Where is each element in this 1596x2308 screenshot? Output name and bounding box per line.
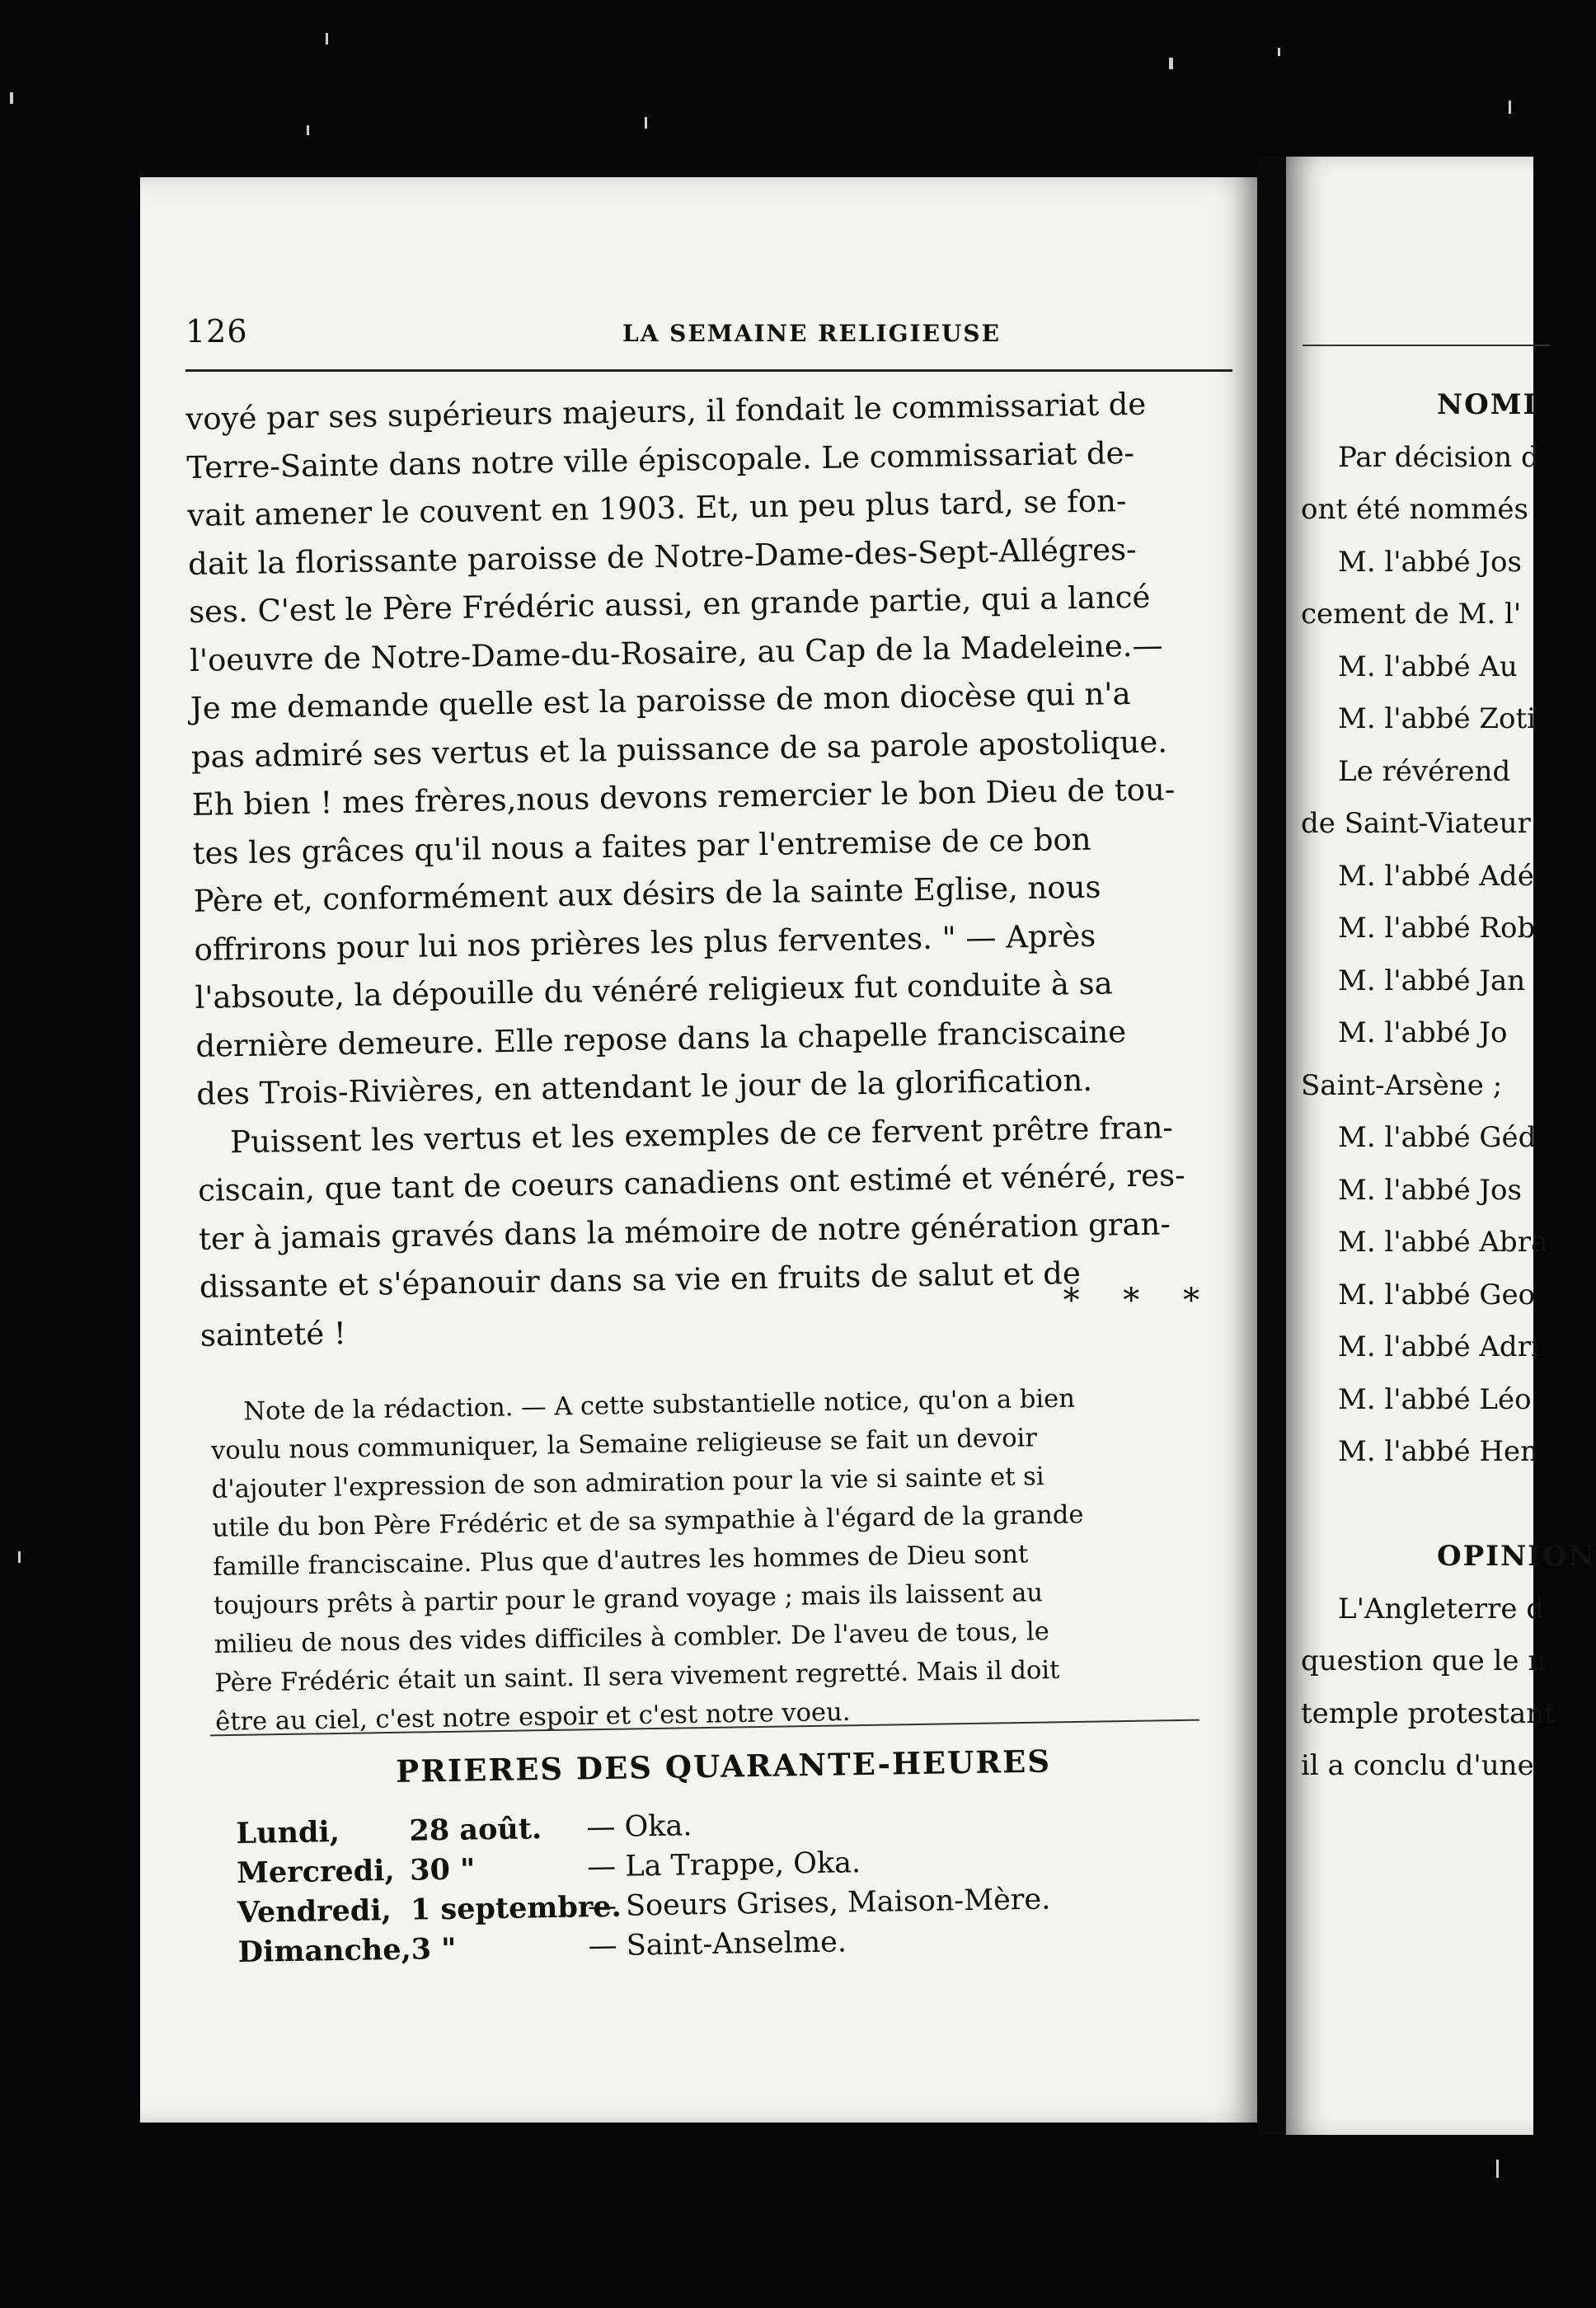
prayer-day: Lundi, [236,1815,340,1851]
section-dinkus: * * * [1063,1282,1216,1320]
text-line: M. l'abbé Abra [1338,1226,1548,1259]
text-line: l'oeuvre de Notre-Dame-du-Rosaire, au Cap de la Madeleine.— [189,626,1163,678]
text-line: Par décision d [1338,440,1539,474]
prayer-place: — Oka. [586,1809,692,1845]
prayer-day: Mercredi, [236,1853,395,1890]
text-line: M. l'abbé Léo [1338,1382,1532,1416]
text-line: M. l'abbé Adri [1338,1330,1540,1363]
text-line: de Saint-Viateur [1301,807,1531,840]
text-line: M. l'abbé Jo [1338,1016,1508,1049]
text-line: dait la florissante paroisse de Notre-Dame-des-Sept-Allégres- [187,531,1137,582]
running-head [185,305,1232,354]
text-line: M. l'abbé Zoti [1338,702,1537,735]
right-page [1286,157,1596,2135]
right-page-text [1301,379,1596,1793]
right-page-rule [1303,345,1550,346]
note-line: voulu nous communiquer, la Semaine religieuse se fait un devoir [210,1424,1038,1466]
prayer-day: Dimanche, [237,1932,412,1969]
prayer-date: 30 " [409,1852,476,1888]
text-line: dernière demeure. Elle repose dans la chapelle franciscaine [195,1013,1127,1064]
note-line: être au ciel, c'est notre espoir et c'est notre voeu. [215,1697,851,1737]
prayers-heading: PRIERES DES QUARANTE-HEURES [395,1743,1052,1790]
prayer-day: Vendredi, [237,1893,392,1930]
text-line: Puissent les vertus et les exemples de ce fervent prêtre fran- [229,1109,1174,1160]
prayer-place: — Saint-Anselme. [588,1926,847,1963]
text-line: l'absoute, la dépouille du vénéré religieux fut conduite à sa [195,965,1113,1016]
text-line: Père et, conformément aux désirs de la sainte Eglise, nous [193,869,1101,919]
text-line: ont été nommés [1301,493,1528,526]
text-line: Saint-Arsène ; [1301,1068,1503,1102]
text-line: offrirons pour lui nos prières les plus ferventes. " — Après [194,917,1096,968]
text-line: ses. C'est le Père Frédéric aussi, en grande partie, qui a lancé [188,579,1151,630]
text-line: tes les grâces qu'il nous a faites par l'entremise de ce bon [192,821,1091,871]
text-line: Le révérend [1338,754,1511,788]
text-line: M. l'abbé Jos [1338,1173,1522,1207]
text-line: sainteté ! [200,1315,347,1353]
text-line: pas admiré ses vertus et la puissance de sa parole apostolique. [190,723,1168,775]
text-line: M. l'abbé Rob [1338,912,1536,945]
text-line: L'Angleterre d [1338,1592,1545,1625]
prayers-section [235,1740,1228,1975]
prayer-place: — La Trappe, Oka. [586,1846,861,1884]
note-line: d'ajouter l'expression de son admiration pour la vie si sainte et si [211,1462,1044,1504]
prayer-date: 1 septembre. [410,1889,622,1927]
text-line: vait amener le couvent en 1903. Et, un peu plus tard, se fon- [186,483,1127,533]
text-line: M. l'abbé Jos [1338,545,1522,579]
note-line: toujours prêts à partir pour le grand voyage ; mais ils laissent au [213,1579,1044,1621]
right-heading-nominations: NOMI [1437,388,1538,421]
prayer-date: 28 août. [409,1812,542,1848]
text-line: cement de M. l' [1301,598,1522,631]
text-line: des Trois-Rivières, en attendant le jour de la glorification. [195,1062,1093,1112]
text-line: Terre-Sainte dans notre ville épiscopale. Le commissariat de- [186,434,1135,486]
text-line: M. l'abbé Hen [1338,1435,1539,1468]
text-line: M. l'abbé Au [1338,650,1518,683]
text-line: ciscain, que tant de coeurs canadiens ont estimé et vénéré, res- [197,1157,1185,1208]
text-line: temple protestant [1301,1696,1556,1730]
running-title: LA SEMAINE RELIGIEUSE [622,320,1001,347]
text-line: Je me demande quelle est la paroisse de mon diocèse qui n'a [190,676,1131,726]
note-line: Père Frédéric était un saint. Il sera vivement regretté. Mais il doit [214,1655,1060,1698]
header-rule [185,369,1232,372]
right-heading-opinion: OPINION [1437,1540,1596,1573]
text-line: il a conclu d'une [1301,1749,1534,1782]
book-gutter [1257,157,1289,2135]
note-line: famille franciscaine. Plus que d'autres les hommes de Dieu sont [213,1540,1029,1582]
text-line: M. l'abbé Géd [1338,1121,1537,1154]
article-body [185,379,1247,1360]
prayer-date: 3 " [411,1931,457,1967]
text-line: Eh bien ! mes frères,nous devons remercier le bon Dieu de tou- [191,772,1176,823]
note-line: milieu de nous des vides difficiles à combler. De l'aveu de tous, le [214,1617,1050,1659]
note-line: Note de la rédaction. — A cette substantielle notice, qu'on a bien [243,1384,1076,1427]
text-line: M. l'abbé Jan [1338,964,1526,997]
text-line: M. l'abbé Adé [1338,859,1534,893]
editorial-note [210,1377,1237,1742]
page-number: 126 [185,313,248,349]
note-line: utile du bon Père Frédéric et de sa sympathie à l'égard de la grande [212,1500,1084,1543]
text-line: dissante et s'épanouir dans sa vie en fruits de salut et de [199,1255,1082,1305]
prayer-place: — Soeurs Grises, Maison-Mère. [587,1883,1051,1924]
text-line: ter à jamais gravés dans la mémoire de notre génération gran- [198,1205,1171,1257]
text-line: question que le n [1301,1644,1547,1677]
text-line [1301,1479,1565,1532]
text-line: M. l'abbé Geo [1338,1278,1536,1311]
text-line: voyé par ses supérieurs majeurs, il fondait le commissariat de [185,386,1147,437]
